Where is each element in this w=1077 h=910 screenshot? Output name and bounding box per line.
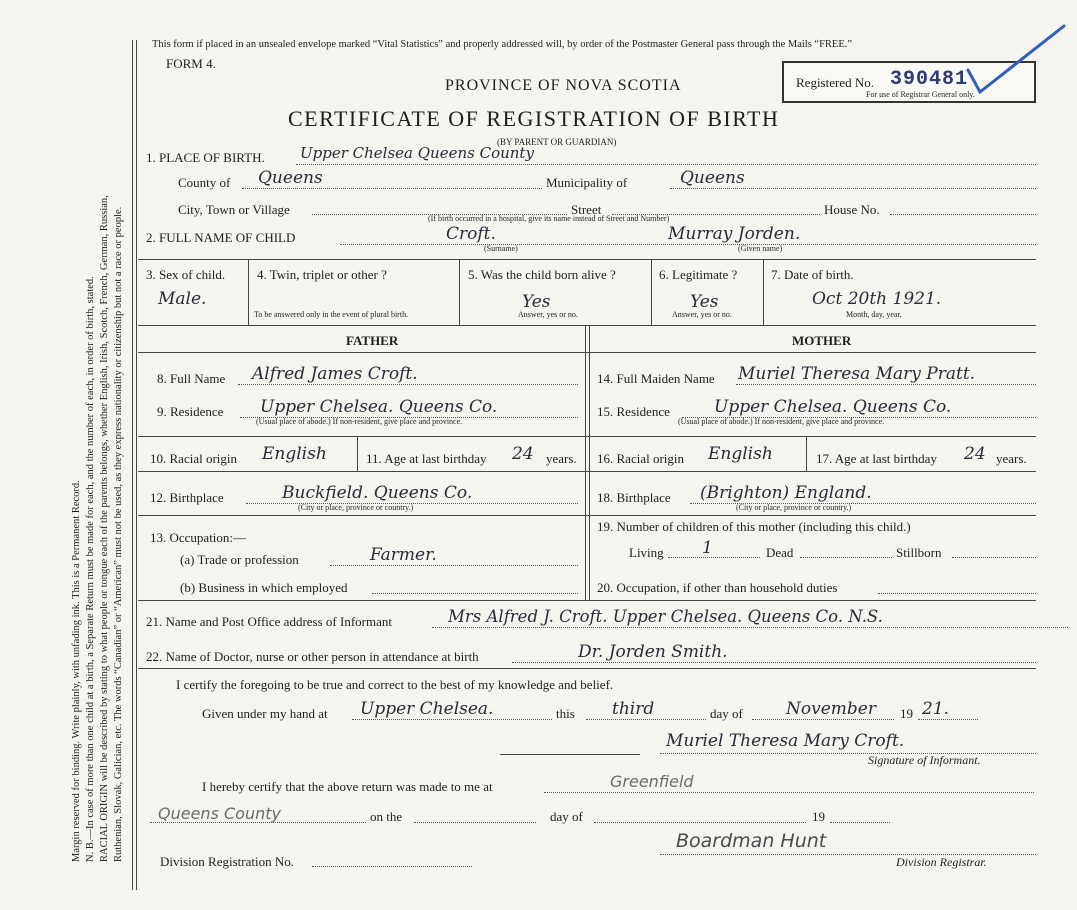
legitimate-value: Yes: [690, 292, 719, 312]
mother-age-label: 17. Age at last birthday: [816, 451, 937, 466]
division-registrar-label: Division Registrar.: [896, 855, 987, 869]
margin-note-multiple-births: N. B.—In case of more than one child at a birth, a Separate Return must be made for each, and the number of each, in order of birth, stated.: [85, 276, 96, 862]
this-label: this: [556, 706, 575, 721]
trade-value: Farmer.: [370, 545, 437, 565]
mother-name-value: Muriel Theresa Mary Pratt.: [738, 364, 976, 384]
mother-birthplace-value: (Brighton) England.: [700, 483, 872, 503]
registered-number: 390481: [890, 68, 969, 91]
province-title: PROVINCE OF NOVA SCOTIA: [445, 77, 682, 94]
mother-occupation-label: 20. Occupation, if other than household duties: [597, 580, 838, 595]
county-value: Queens: [258, 168, 323, 188]
received-at-value: Greenfield: [610, 772, 694, 791]
father-name-label: 8. Full Name: [157, 371, 226, 386]
mother-racial-value: English: [708, 444, 773, 464]
full-name-child-label: 2. FULL NAME OF CHILD: [146, 230, 296, 245]
father-birthplace-label: 12. Birthplace: [150, 490, 224, 505]
father-age-value: 24: [512, 444, 534, 464]
doctor-value: Dr. Jorden Smith.: [578, 642, 728, 662]
born-alive-value: Yes: [522, 292, 551, 312]
registrar-signature: Boardman Hunt: [676, 830, 827, 852]
father-racial-label: 10. Racial origin: [150, 451, 238, 466]
margin-note-racial-origin-1: RACIAL ORIGIN will be described by stating to what people or tongue each of the parents belongs, whether English, Irish, Scotch, French, German, Russian,: [99, 195, 110, 862]
mother-name-label: 14. Full Maiden Name: [597, 371, 715, 386]
legitimate-label: 6. Legitimate ?: [659, 267, 738, 282]
certificate-title: CERTIFICATE OF REGISTRATION OF BIRTH: [288, 106, 780, 131]
place-of-birth-label: 1. PLACE OF BIRTH.: [146, 150, 265, 165]
certify-statement: I certify the foregoing to be true and correct to the best of my knowledge and belief.: [176, 677, 614, 692]
mother-age-value: 24: [964, 444, 986, 464]
surname-note: (Surname): [484, 244, 518, 253]
year-prefix-label: 19: [900, 706, 913, 721]
trade-label: (a) Trade or profession: [180, 552, 299, 567]
child-surname-value: Croft.: [446, 224, 496, 244]
father-heading: FATHER: [346, 333, 399, 348]
father-racial-value: English: [262, 444, 327, 464]
children-count-label: 19. Number of children of this mother (including this child.): [597, 519, 911, 534]
form-left-border: [136, 40, 137, 890]
received-county-value: Queens County: [158, 804, 281, 823]
father-abode-note: (Usual place of abode.) If non-resident, give place and province.: [256, 417, 463, 426]
hospital-note: (If birth occurred in a hospital, give its name instead of Street and Number): [428, 214, 670, 223]
born-alive-label: 5. Was the child born alive ?: [468, 267, 616, 282]
municipality-value: Queens: [680, 168, 745, 188]
municipality-label: Municipality of: [546, 175, 628, 190]
dead-label: Dead: [766, 545, 794, 560]
living-value: 1: [702, 538, 713, 558]
postal-notice: This form if placed in an unsealed envelope marked “Vital Statistics” and properly addressed will, by order of the Postmaster General pass through the Mails “FREE.”: [152, 39, 853, 50]
twin-label: 4. Twin, triplet or other ?: [257, 267, 387, 282]
given-under-label: Given under my hand at: [202, 706, 328, 721]
doctor-label: 22. Name of Doctor, nurse or other person in attendance at birth: [146, 649, 479, 664]
mother-birthplace-label: 18. Birthplace: [597, 490, 671, 505]
father-city-note: (City or place, province or country.): [298, 503, 414, 512]
mother-heading: MOTHER: [792, 333, 852, 348]
born-alive-note: Answer, yes or no.: [518, 310, 578, 319]
registrar-note: For use of Registrar General only.: [866, 90, 975, 99]
occupation-label: 13. Occupation:—: [150, 530, 247, 545]
sex-value: Male.: [158, 289, 207, 309]
father-name-value: Alfred James Croft.: [252, 364, 418, 384]
father-residence-value: Upper Chelsea. Queens Co.: [260, 397, 498, 417]
certificate-subtitle: (BY PARENT OR GUARDIAN): [497, 137, 617, 147]
living-label: Living: [629, 545, 664, 560]
place-of-birth-value: Upper Chelsea Queens County: [300, 144, 534, 162]
given-name-note: (Given name): [738, 244, 783, 253]
given-year-value: 21.: [922, 699, 950, 719]
stillborn-label: Stillborn: [896, 545, 942, 560]
day-of-label-2: day of: [550, 809, 583, 824]
informant-label: 21. Name and Post Office address of Informant: [146, 614, 392, 629]
twin-note: To be answered only in the event of plural birth.: [254, 310, 409, 319]
legitimate-note: Answer, yes or no.: [672, 310, 732, 319]
city-town-label: City, Town or Village: [178, 202, 290, 217]
mother-residence-value: Upper Chelsea. Queens Co.: [714, 397, 952, 417]
informant-value: Mrs Alfred J. Croft. Upper Chelsea. Queens Co. N.S.: [448, 607, 883, 626]
informant-signature: Muriel Theresa Mary Croft.: [666, 731, 905, 751]
mother-age-years: years.: [996, 451, 1027, 466]
child-given-name-value: Murray Jorden.: [668, 224, 801, 244]
day-of-label: day of: [710, 706, 743, 721]
mother-residence-label: 15. Residence: [597, 404, 670, 419]
division-registration-no-label: Division Registration No.: [160, 854, 294, 869]
street-label: Street: [571, 202, 602, 217]
mother-abode-note: (Usual place of abode.) If non-resident, give place and province.: [678, 417, 885, 426]
form-number: FORM 4.: [166, 56, 216, 71]
father-age-years: years.: [546, 451, 577, 466]
signature-of-informant-label: Signature of Informant.: [868, 753, 981, 767]
registered-label: Registered No.: [796, 75, 874, 90]
sex-label: 3. Sex of child.: [146, 267, 226, 282]
county-label: County of: [178, 175, 231, 190]
check-mark-icon: [960, 20, 1070, 100]
date-of-birth-label: 7. Date of birth.: [771, 267, 854, 282]
given-at-value: Upper Chelsea.: [360, 699, 494, 719]
date-of-birth-value: Oct 20th 1921.: [812, 289, 942, 309]
mother-city-note: (City or place, province or country.): [736, 503, 852, 512]
father-birthplace-value: Buckfield. Queens Co.: [282, 483, 473, 503]
house-no-label: House No.: [824, 202, 880, 217]
year-prefix-label-2: 19: [812, 809, 825, 824]
on-the-label: on the: [370, 809, 403, 824]
hereby-certify-statement: I hereby certify that the above return was made to me at: [202, 779, 493, 794]
father-age-label: 11. Age at last birthday: [366, 451, 487, 466]
margin-note-binding: Margin reserved for binding. Write plainly, with unfading ink. This is a Permanent Record.: [71, 480, 82, 862]
binding-margin-line: [132, 40, 133, 890]
given-month-value: November: [786, 699, 876, 719]
business-label: (b) Business in which employed: [180, 580, 348, 595]
given-day-value: third: [612, 699, 655, 719]
father-residence-label: 9. Residence: [157, 404, 224, 419]
date-note: Month, day, year.: [846, 310, 902, 319]
mother-racial-label: 16. Racial origin: [597, 451, 685, 466]
margin-note-racial-origin-2: Ruthenian, Slovak, Galician, etc. The words “Canadian” or “American” must not be used, as they express nationality or citizenship but not a race or people.: [113, 206, 124, 862]
